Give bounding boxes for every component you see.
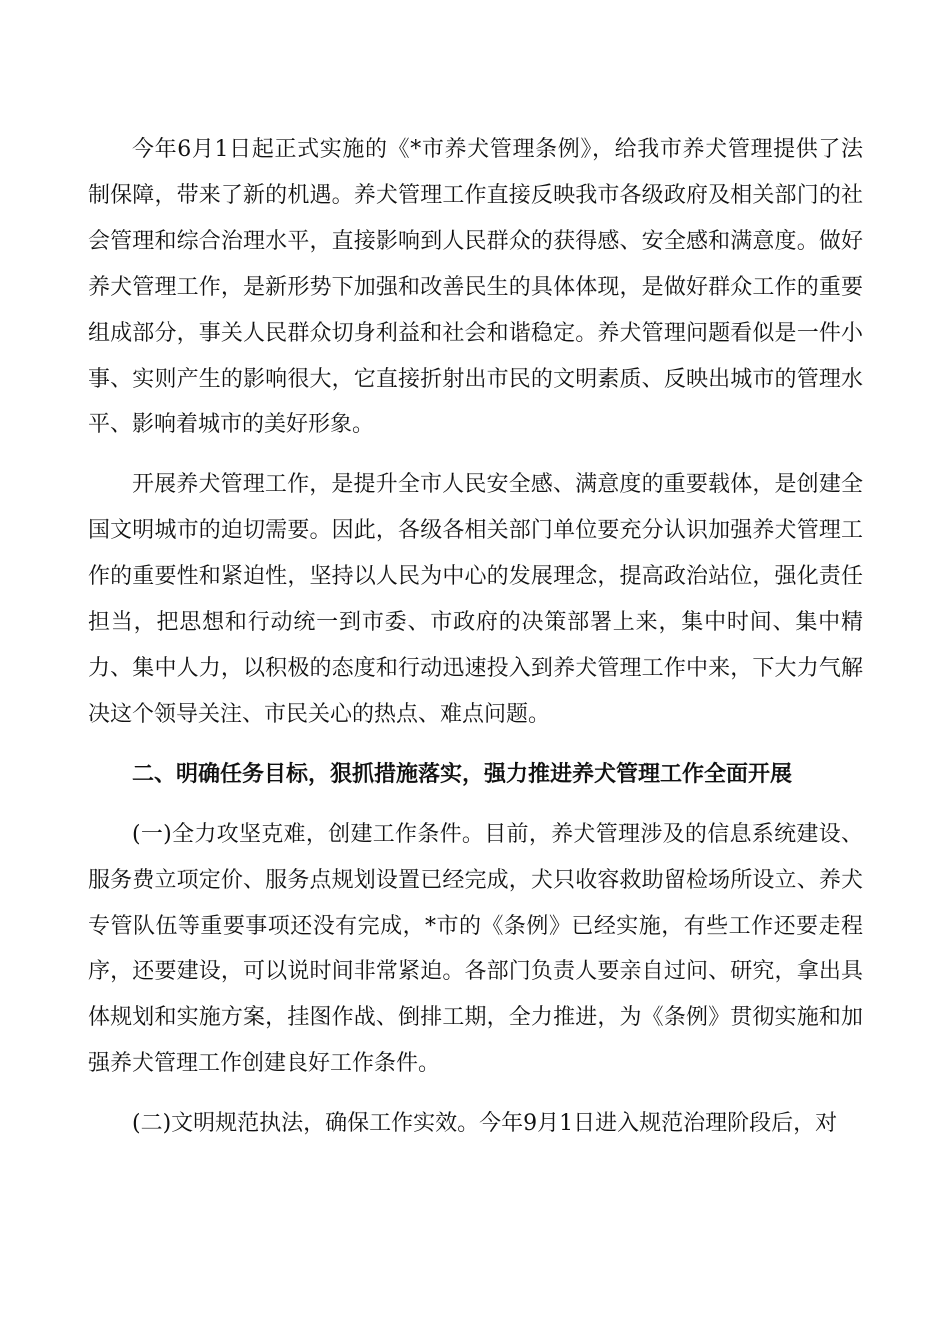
paragraph-3: (一)全力攻坚克难，创建工作条件。目前，养犬管理涉及的信息系统建设、服务费立项定价、服务点规划设置已经完成，犬只收容救助留检场所设立、养犬专管队伍等重要事项还没有完成，*市的《条例》已经实施，有些工作还要走程序，还要建设，可以说时间非常紧迫。各部门负责人要亲自过问、研究，拿出具体规划和实施方案，挂图作战、倒排工期，全力推进，为《条例》贯彻实施和加强养犬管理工作创建良好工作条件。 — [88, 821, 863, 1077]
paragraph-1: 今年6月1日起正式实施的《*市养犬管理条例》，给我市养犬管理提供了法制保障，带来了新的机遇。养犬管理工作直接反映我市各级政府及相关部门的社会管理和综合治理水平，直接影响到人民群众的获得感、安全感和满意度。做好养犬管理工作，是新形势下加强和改善民生的具体体现，是做好群众工作的重要组成部分，事关人民群众切身利益和社会和谐稳定。养犬管理问题看似是一件小事、实则产生的影响很大，它直接折射出市民的文明素质、反映出城市的管理水平、影响着城市的美好形象。 — [88, 137, 863, 438]
paragraph-4: (二)文明规范执法，确保工作实效。今年9月1日进入规范治理阶段后，对 — [132, 1111, 838, 1137]
document-body — [88, 127, 863, 1161]
section-heading: 二、明确任务目标，狠抓措施落实，强力推进养犬管理工作全面开展 — [132, 760, 793, 787]
paragraph-2: 开展养犬管理工作，是提升全市人民安全感、满意度的重要载体，是创建全国文明城市的迫切需要。因此，各级各相关部门单位要充分认识加强养犬管理工作的重要性和紧迫性，坚持以人民为中心的发展理念，提高政治站位，强化责任担当，把思想和行动统一到市委、市政府的决策部署上来，集中时间、集中精力、集中人力，以积极的态度和行动迅速投入到养犬管理工作中来，下大力气解决这个领导关注、市民关心的热点、难点问题。 — [88, 472, 863, 727]
